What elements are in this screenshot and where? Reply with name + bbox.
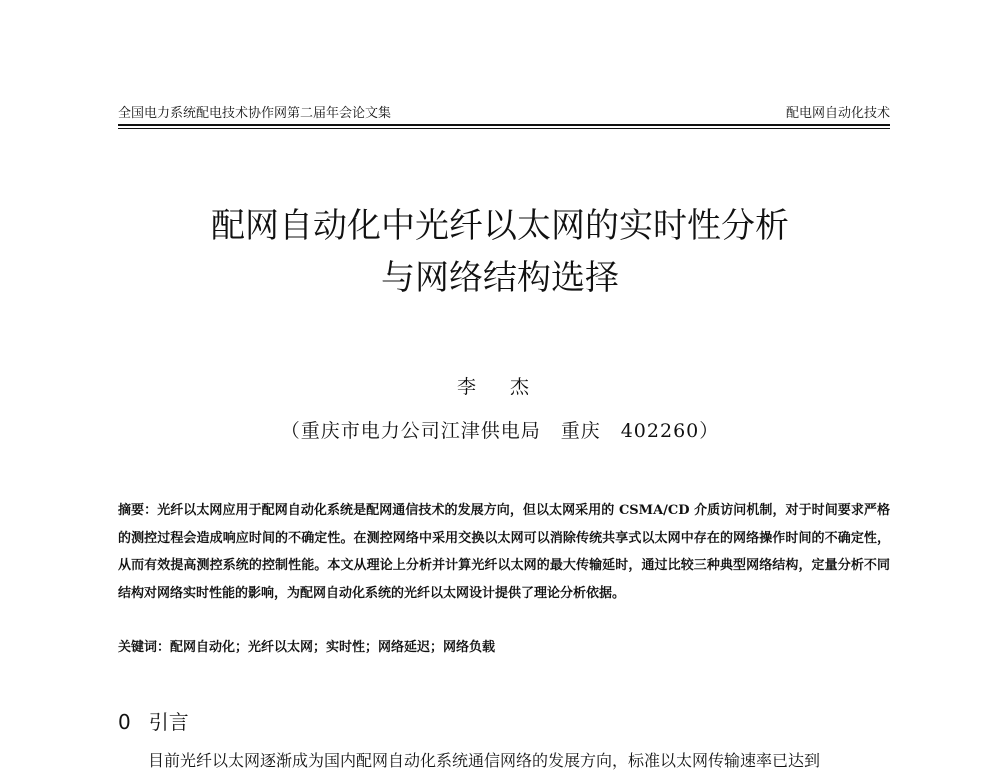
abstract-text: 光纤以太网应用于配网自动化系统是配网通信技术的发展方向，但以太网采用的 CSMA/CD 介质访问机制，对于时间要求严格的测控过程会造成响应时间的不确定性。在测控网络中采用交换以太网可以消除传统共享式以太网中存在的网络操作时间的不确定性，从而有效提高测控系统的控制性能。本文从理论上分析并计算光纤以太网的最大传输延时，通过比较三种典型网络结构，定量分析不同结构对网络实时性能的影响，为配网自动化系统的光纤以太网设计提供了理论分析依据。: [118, 503, 890, 601]
keywords: [118, 637, 890, 659]
paper-title: [0, 200, 1000, 304]
keywords-text: 配网自动化；光纤以太网；实时性；网络延迟；网络负载: [170, 640, 496, 655]
header-right: 配电网自动化技术: [785, 106, 890, 121]
section-title: 引言: [148, 710, 189, 734]
abstract: [118, 497, 890, 607]
header-rule: [118, 124, 890, 126]
author: 李 杰: [456, 376, 544, 398]
section-number: 0: [118, 710, 131, 734]
title-line-1: 配网自动化中光纤以太网的实时性分析: [211, 206, 789, 246]
affiliation: （重庆市电力公司江津供电局 重庆 402260）: [280, 420, 720, 442]
section-heading: [118, 706, 189, 735]
header-left: 全国电力系统配电技术协作网第二届年会论文集: [118, 106, 392, 121]
abstract-label: 摘要：: [118, 503, 158, 518]
header-rule-thin: [118, 128, 890, 129]
keywords-label: 关键词：: [118, 640, 171, 655]
title-line-2: 与网络结构选择: [381, 258, 619, 298]
running-header: [118, 102, 890, 126]
body-paragraph: 目前光纤以太网逐渐成为国内配网自动化系统通信网络的发展方向，标准以太网传输速率已达到: [148, 751, 821, 770]
